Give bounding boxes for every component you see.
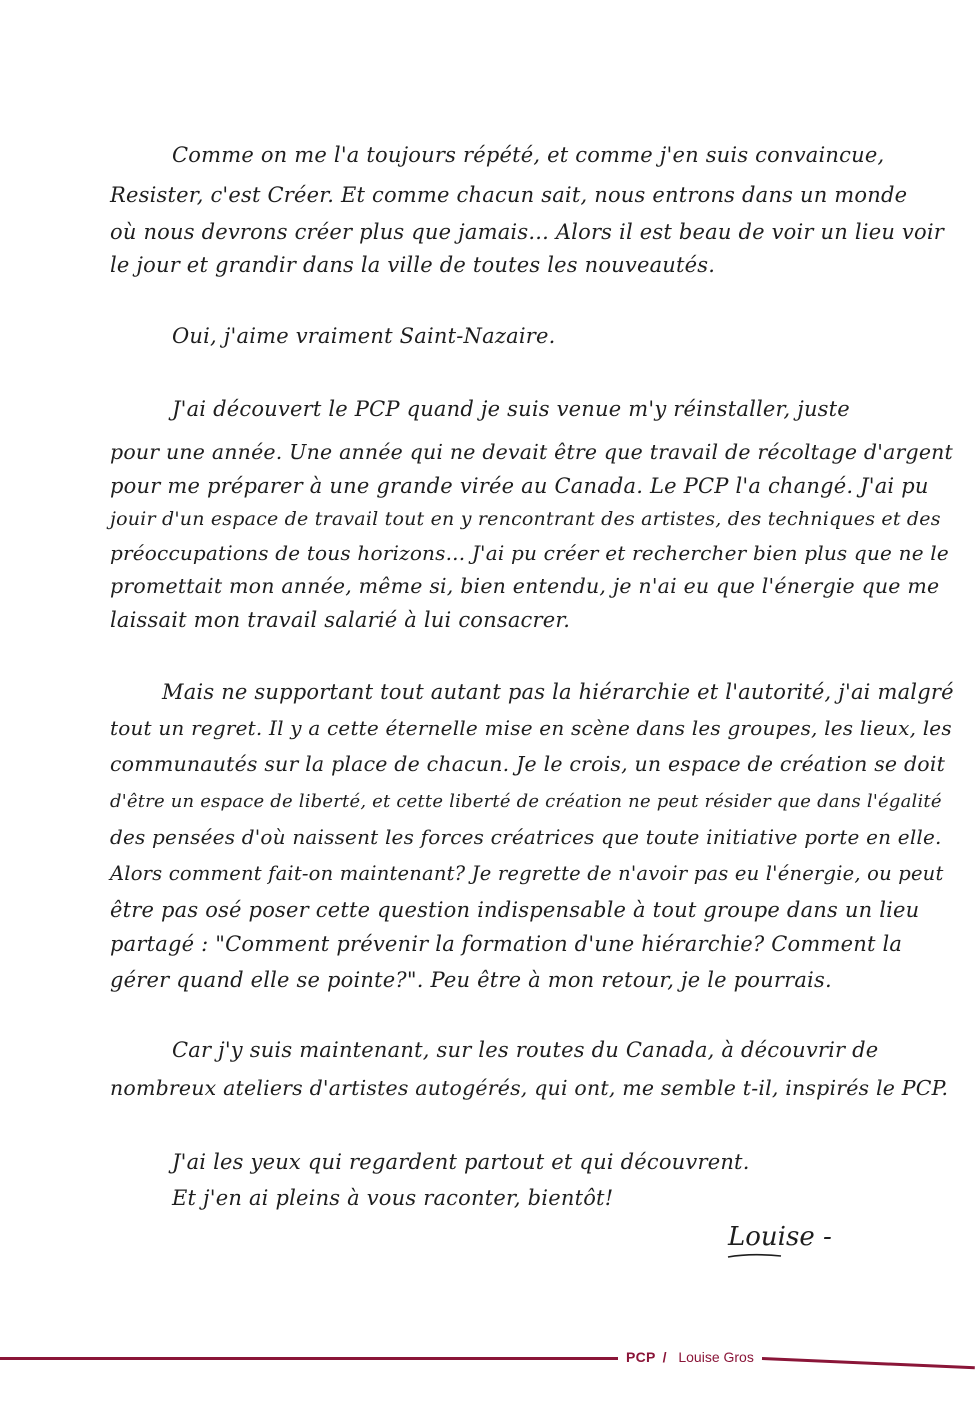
letter-line: J'ai découvert le PCP quand je suis venue m'y réinstaller, juste — [172, 397, 850, 421]
footer-brand: PCP — [626, 1349, 656, 1365]
signature-text: Louise - — [728, 1222, 832, 1252]
letter-line: promettait mon année, même si, bien entendu, je n'ai eu que l'énergie que me — [110, 574, 940, 598]
footer-author: Louise Gros — [678, 1349, 754, 1365]
signature-underline — [726, 1252, 786, 1260]
letter-line: être pas osé poser cette question indispensable à tout groupe dans un lieu — [110, 898, 920, 922]
footer-rule-left — [0, 1357, 618, 1360]
letter-line: pour me préparer à une grande virée au Canada. Le PCP l'a changé. J'ai pu — [110, 474, 929, 498]
letter-line: pour une année. Une année qui ne devait être que travail de récoltage d'argent — [110, 440, 953, 464]
letter-line: laissait mon travail salarié à lui consacrer. — [110, 608, 571, 632]
letter-line: partagé : "Comment prévenir la formation d'une hiérarchie? Comment la — [110, 932, 903, 956]
letter-line: Oui, j'aime vraiment Saint-Nazaire. — [172, 324, 556, 348]
letter-line: d'être un espace de liberté, et cette liberté de création ne peut résider que dans l'égalité — [110, 791, 942, 812]
letter-line: Comme on me l'a toujours répété, et comme j'en suis convaincue, — [172, 143, 885, 167]
letter-line: Et j'en ai pleins à vous raconter, bientôt! — [172, 1186, 614, 1210]
letter-line: tout un regret. Il y a cette éternelle mise en scène dans les groupes, les lieux, les — [110, 716, 952, 740]
letter-line: communautés sur la place de chacun. Je le crois, un espace de création se doit — [110, 752, 946, 776]
footer-rule-right — [762, 1357, 975, 1369]
footer-label — [626, 1347, 754, 1367]
letter-line: Mais ne supportant tout autant pas la hiérarchie et l'autorité, j'ai malgré — [162, 680, 954, 704]
letter-line: Resister, c'est Créer. Et comme chacun sait, nous entrons dans un monde — [110, 183, 908, 207]
letter-line: Alors comment fait-on maintenant? Je regrette de n'avoir pas eu l'énergie, ou peut — [110, 862, 944, 885]
signature — [728, 1222, 832, 1252]
letter-line: préoccupations de tous horizons... J'ai pu créer et rechercher bien plus que ne le — [110, 541, 949, 565]
letter-line: où nous devrons créer plus que jamais... Alors il est beau de voir un lieu voir — [110, 220, 944, 244]
footer-separator: / — [662, 1349, 667, 1365]
letter-line: le jour et grandir dans la ville de toutes les nouveautés. — [110, 253, 716, 277]
letter-line: J'ai les yeux qui regardent partout et qui découvrent. — [172, 1150, 750, 1174]
letter-line: jouir d'un espace de travail tout en y rencontrant des artistes, des techniques et des — [110, 508, 941, 530]
letter-line: des pensées d'où naissent les forces créatrices que toute initiative porte en elle. — [110, 825, 942, 849]
letter-line: Car j'y suis maintenant, sur les routes du Canada, à découvrir de — [172, 1038, 879, 1062]
letter-line: nombreux ateliers d'artistes autogérés, qui ont, me semble t-il, inspirés le PCP. — [110, 1076, 949, 1100]
letter-line: gérer quand elle se pointe?". Peu être à mon retour, je le pourrais. — [110, 968, 832, 992]
